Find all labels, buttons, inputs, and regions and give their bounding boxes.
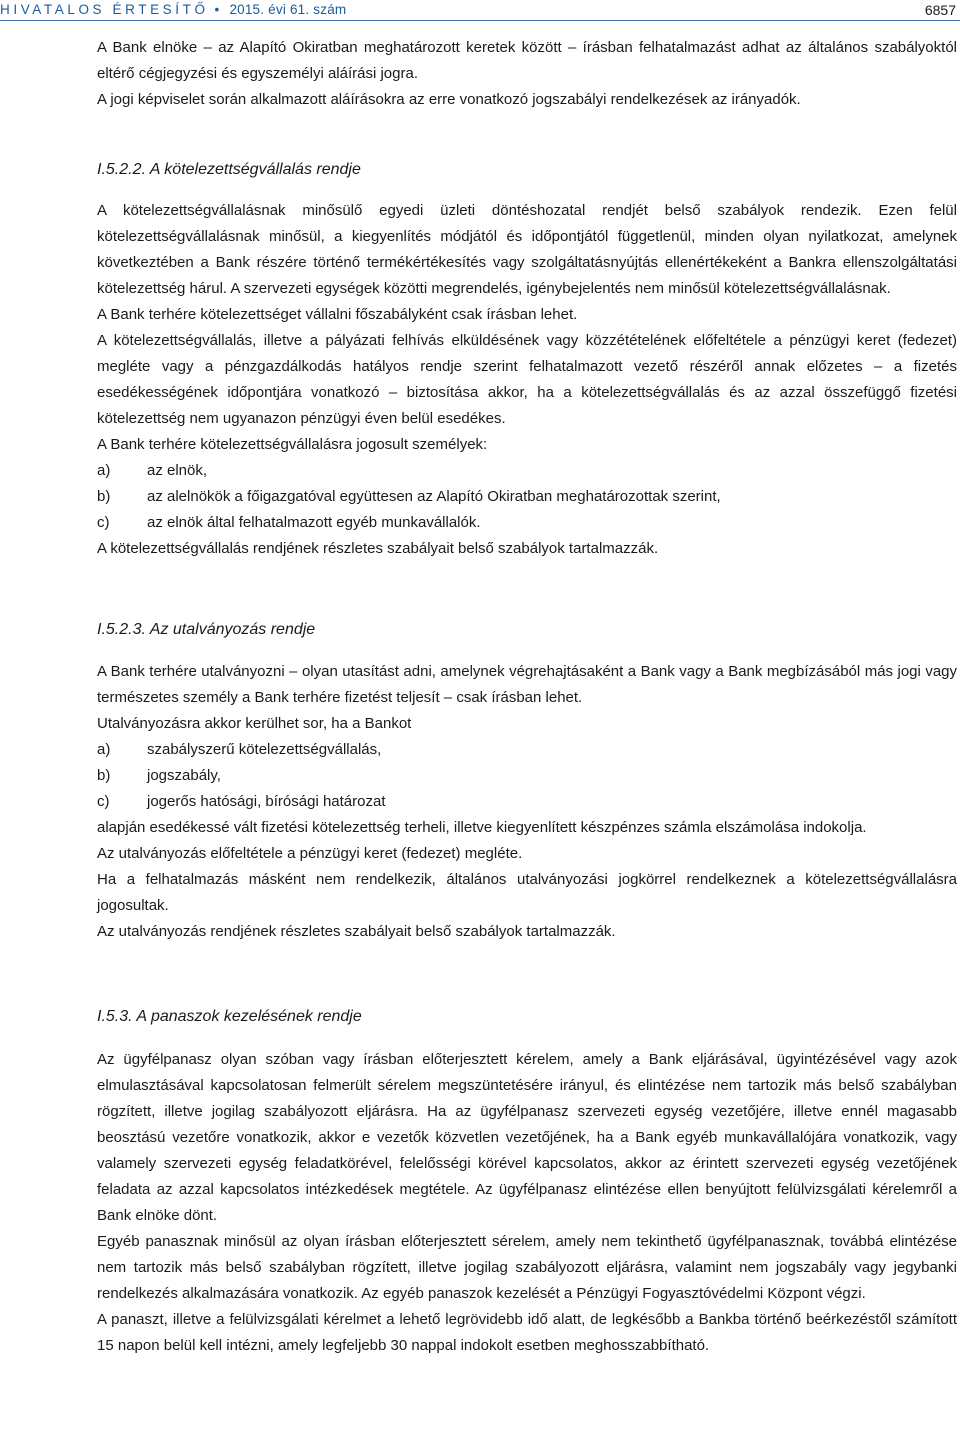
complaints-paragraph-1: Az ügyfélpanasz olyan szóban vagy írásban előterjesztett kérelem, amely a Bank eljárásával, ügyintézésével vagy azok elmulasztásával kapcsolatosan felmerült sérelem megszüntetésére irányul, és elintézése nem tartozik más belső szabályban rögzített, illetve jogilag szabályozott eljárásra. Ha az ügyfélpanasz szervezeti egység vezetőjére, illetve ennél magasabb beosztású vezetőre vonatkozik, akkor e vezetők közvetlen vezetőjének, ha a Bank egyéb munkavállalójára vonatkozik, vagy valamely szervezeti egység feladatkörével, felelősségi körével kapcsolatos, akkor az érintett szervezeti egység vezetőjének feladata az azzal kapcsolatos intézkedések megtétele. Az ügyfélpanasz elintézése ellen benyújtott felülvizsgálati kérelemről a Bank elnöke dönt. bbox=[97, 1051, 957, 1224]
intro-paragraph-1: A Bank elnöke – az Alapító Okiratban meghatározott keretek között – írásban felhatalmazást adhat az általános szabályoktól eltérő cégjegyzési és egyszemélyi aláírási jogra. bbox=[97, 39, 957, 82]
list-text: jogszabály, bbox=[147, 767, 221, 784]
complaints-paragraph-2: Egyéb panasznak minősül az olyan írásban előterjesztett sérelem, amely nem tekinthető ügyfélpanasznak, továbbá elintézése nem tartozik más belső szabályban rögzített, illetve jogilag szabályozott eljárásra, valamint nem jogszabály vagy jegybanki rendelkezés alkalmazására vonatkozik. Az egyéb panaszok kezelését a Pénzügyi Fogyasztóvédelmi Központ végzi. bbox=[97, 1233, 957, 1302]
complaints-paragraph-3: A panaszt, illetve a felülvizsgálati kérelmet a lehető legrövidebb idő alatt, de legkésőbb a Bankba történő beérkezéstől számított 15 napon belül kell intézni, amely legfeljebb 30 nappal indokolt esetben meghosszabbítható. bbox=[97, 1311, 957, 1354]
list-text: jogerős hatósági, bírósági határozat bbox=[147, 793, 386, 810]
list-text: az elnök által felhatalmazott egyéb munkavállalók. bbox=[147, 514, 481, 531]
list-item bbox=[97, 789, 957, 815]
commitment-paragraph-4: A Bank terhére kötelezettségvállalásra jogosult személyek: bbox=[97, 436, 488, 453]
list-label: a) bbox=[97, 741, 111, 758]
list-label: b) bbox=[97, 767, 111, 784]
payment-paragraph-1: A Bank terhére utalványozni – olyan utasítást adni, amelynek végrehajtásaként a Bank vagy a Bank megbízásából más jogi vagy természetes személy a Bank terhére fizetést teljesít – csak írásban lehet. bbox=[97, 663, 957, 706]
intro-paragraph-2: A jogi képviselet során alkalmazott aláírásokra az erre vonatkozó jogszabályi rendelkezések az irányadók. bbox=[97, 91, 801, 108]
section-title-commitment: I.5.2.2. A kötelezettségvállalás rendje bbox=[97, 161, 361, 178]
section-title-payment-order: I.5.2.3. Az utalványozás rendje bbox=[97, 621, 316, 638]
page-number: 6857 bbox=[924, 2, 956, 18]
list-label: c) bbox=[97, 793, 110, 810]
list-item bbox=[97, 763, 957, 789]
list-item bbox=[97, 484, 957, 510]
section-title-complaints: I.5.3. A panaszok kezelésének rendje bbox=[97, 1008, 362, 1025]
commitment-paragraph-2: A Bank terhére kötelezettséget vállalni főszabályként csak írásban lehet. bbox=[97, 306, 578, 323]
header-divider bbox=[0, 20, 960, 21]
journal-header bbox=[0, 2, 346, 17]
commitment-paragraph-5: A kötelezettségvállalás rendjének részletes szabályait belső szabályok tartalmazzák. bbox=[97, 540, 659, 557]
journal-title: HIVATALOS ÉRTESÍTŐ bbox=[0, 2, 209, 17]
list-label: b) bbox=[97, 488, 111, 505]
issue-label: 2015. évi 61. szám bbox=[229, 2, 347, 17]
payment-paragraph-4: Az utalványozás előfeltétele a pénzügyi keret (fedezet) megléte. bbox=[97, 845, 523, 862]
payment-paragraph-2: Utalványozásra akkor kerülhet sor, ha a Bankot bbox=[97, 715, 412, 732]
commitment-paragraph-1: A kötelezettségvállalásnak minősülő egyedi üzleti döntéshozatal rendjét belső szabályok rendezik. Ezen felül kötelezettségvállalásnak minősül, a kiegyenlítés módjától és időpontjától függetlenül, minden olyan nyilatkozat, amelynek következtében a Bank részére történő termékértékesítés vagy szolgáltatásnyújtás ellenértékeként a Bankra ellenszolgáltatási kötelezettség hárul. A szervezeti egységek közötti megrendelés, igénybejelentés nem minősül kötelezettségvállalásnak. bbox=[97, 202, 957, 297]
list-text: az alelnökök a főigazgatóval együttesen az Alapító Okiratban meghatározottak szerint, bbox=[147, 488, 721, 505]
commitment-paragraph-3: A kötelezettségvállalás, illetve a pályázati felhívás elküldésének vagy közzétételének előfeltétele a pénzügyi keret (fedezet) megléte vagy a pénzgazdálkodás hatályos rendje szerint felhatalmazott vezető részéről annak előzetes – a fizetés esedékességének időpontjára vonatkozó – biztosítása akkor, ha a kötelezettségvállalás és az azzal összefüggő fizetési kötelezettség nem ugyanazon pénzügyi éven belül esedékes. bbox=[97, 332, 957, 427]
list-label: c) bbox=[97, 514, 110, 531]
list-text: az elnök, bbox=[147, 462, 208, 479]
payment-paragraph-3: alapján esedékessé vált fizetési kötelezettség terheli, illetve kiegyenlített készpénzes számla elszámolása indokolja. bbox=[97, 819, 867, 836]
payment-paragraph-5: Ha a felhatalmazás másként nem rendelkezik, általános utalványozási jogkörrel rendelkeznek a kötelezettségvállalásra jogosultak. bbox=[97, 871, 957, 914]
list-item bbox=[97, 737, 957, 763]
list-item bbox=[97, 510, 957, 536]
page-body bbox=[97, 35, 957, 1359]
header-bullet: • bbox=[214, 2, 220, 17]
running-header bbox=[0, 0, 960, 22]
list-text: szabályszerű kötelezettségvállalás, bbox=[147, 741, 382, 758]
list-item bbox=[97, 458, 957, 484]
payment-paragraph-6: Az utalványozás rendjének részletes szabályait belső szabályok tartalmazzák. bbox=[97, 923, 616, 940]
list-label: a) bbox=[97, 462, 111, 479]
